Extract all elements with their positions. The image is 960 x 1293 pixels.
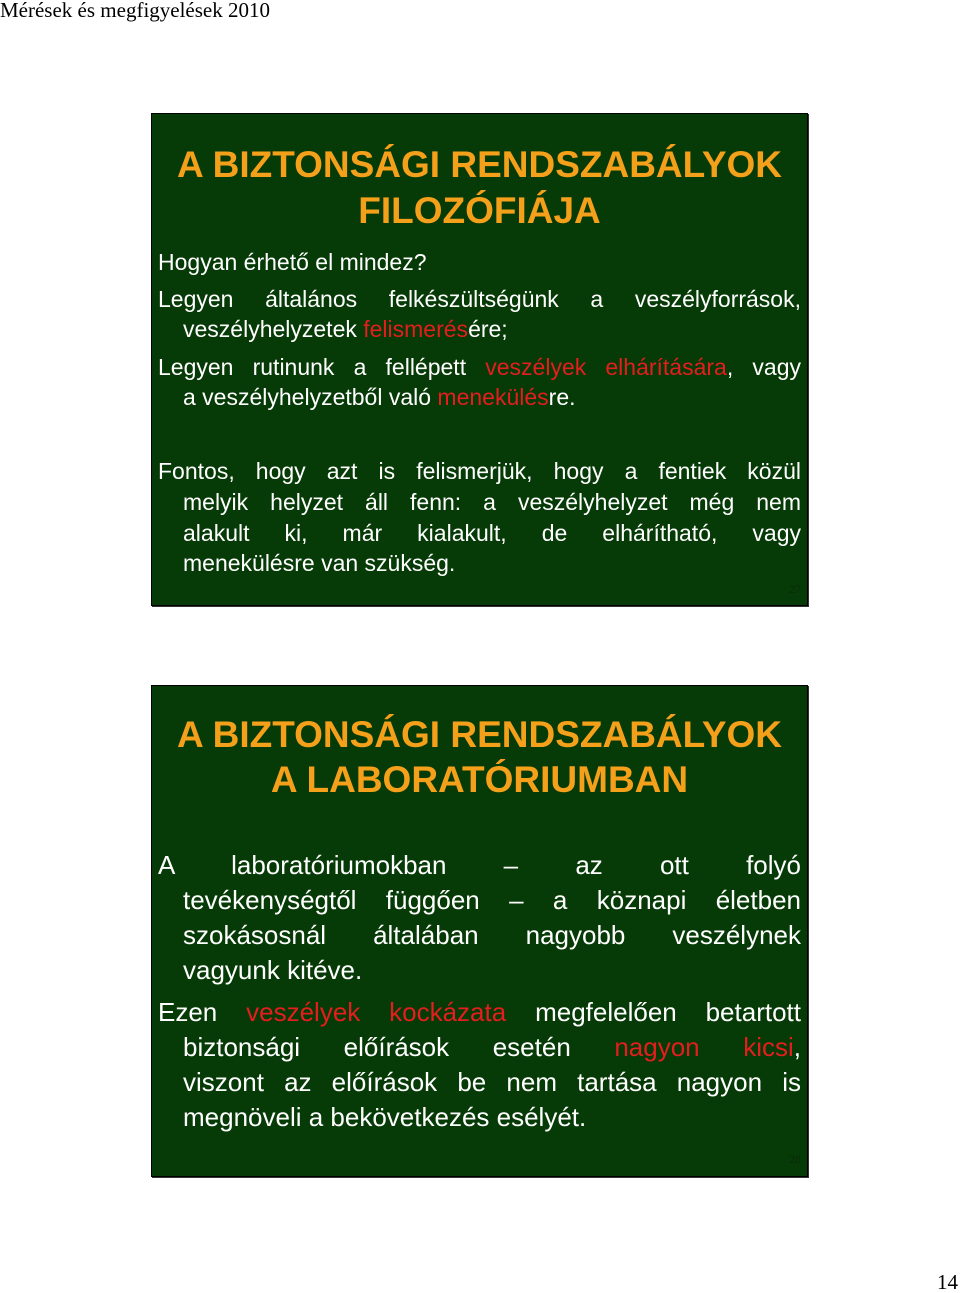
text-segment: menekülésre van szükség. (183, 550, 456, 576)
slide-text-line (183, 520, 801, 546)
text-segment: re. (548, 384, 576, 410)
text-segment: megfelelően betartott (506, 997, 801, 1027)
slide-text-line (158, 850, 801, 880)
slide-text-line (183, 885, 801, 915)
slide-text-line (183, 316, 801, 342)
slide-text-line (183, 1067, 801, 1097)
highlighted-text: veszélyek elhárítására (485, 354, 727, 380)
text-segment: veszélyhelyzetek (183, 316, 364, 342)
highlighted-text: menekülés (437, 384, 549, 410)
highlighted-text: felismerés (363, 316, 469, 342)
text-segment: megnöveli a bekövetkezés esélyét. (183, 1102, 587, 1132)
slide-title-line: FILOZÓFIÁJA (358, 190, 601, 231)
slide-text-line (158, 458, 801, 484)
slide-text-line (158, 354, 801, 380)
slide-text-line (183, 550, 801, 576)
page-number: 14 (937, 1270, 958, 1293)
text-segment: biztonsági előírások esetén (183, 1032, 615, 1062)
text-segment: , vagy (726, 354, 801, 380)
text-segment: alakult ki, már kialakult, de elhárítható, vagy (183, 520, 801, 546)
slide-text-line (183, 920, 801, 950)
text-segment: tevékenységtől függően – a köznapi életben (183, 885, 801, 915)
text-segment: Legyen rutinunk a fellépett (158, 354, 486, 380)
slide-title-line: A BIZTONSÁGI RENDSZABÁLYOK (176, 144, 783, 185)
text-segment: melyik helyzet áll fenn: a veszélyhelyzet még nem (183, 489, 801, 515)
slide-text-line (183, 489, 801, 515)
slide-text-line (183, 384, 801, 410)
text-segment: ére; (468, 316, 508, 342)
slide-text-line (158, 249, 801, 275)
slide-number: 27 (789, 582, 801, 596)
slide-number: 28 (789, 1152, 801, 1166)
highlighted-text: nagyon kicsi (614, 1032, 794, 1062)
text-segment: , (793, 1032, 801, 1062)
text-segment: viszont az előírások be nem tartása nagyon is (183, 1067, 801, 1097)
slide-text-line (183, 1102, 801, 1132)
text-segment: A laboratóriumokban – az ott folyó (158, 850, 801, 880)
text-segment: Fontos, hogy azt is felismerjük, hogy a fentiek közül (158, 458, 801, 484)
slide-title-line: A LABORATÓRIUMBAN (270, 759, 689, 800)
slide-text-line (183, 955, 801, 985)
text-segment: Ezen (158, 997, 247, 1027)
text-segment: szokásosnál általában nagyobb veszélynek (183, 920, 801, 950)
text-segment: a veszélyhelyzetből való (183, 384, 438, 410)
slide-text-line (183, 1032, 801, 1062)
slide-27 (151, 113, 808, 606)
highlighted-text: veszélyek kockázata (246, 997, 507, 1027)
text-segment: vagyunk kitéve. (183, 955, 363, 985)
slide-28 (151, 685, 808, 1177)
slide-text-line (158, 286, 801, 312)
slide-title-line: A BIZTONSÁGI RENDSZABÁLYOK (176, 714, 783, 755)
text-segment: Hogyan érhető el mindez? (158, 249, 427, 275)
text-segment: Legyen általános felkészültségünk a veszélyforrások, (158, 286, 801, 312)
slide-text-line (158, 997, 801, 1027)
page-header: Mérések és megfigyelések 2010 (0, 0, 270, 22)
